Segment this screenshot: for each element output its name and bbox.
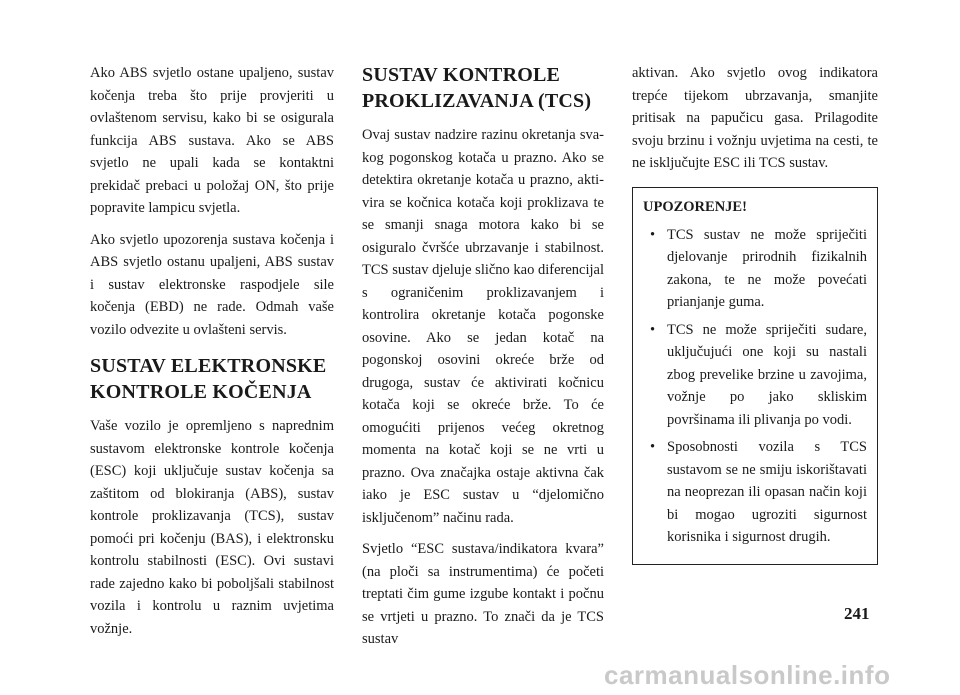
bullet-icon: •	[650, 226, 656, 243]
section-heading-tcs: SUSTAV KONTROLE PROKLIZAVANJA (TCS)	[362, 64, 592, 112]
bullet-icon: •	[650, 439, 656, 455]
tcs-description-paragraph: Ovaj sustav nadzire razinu okretanja svakog pogonskog kotača u prazno. Ako se detektira okretanje kotača u prazno, aktivira se kočnica kotača koji proklizava te se smanji snaga motora kako bi se osiguralo čvršće ubrzavanje i stabilnost. TCS sustav djeluje slično kao diferencijal s ograničenim proklizavanjem i kontrolira okretanje kotača pogonske osovine. Ako se jedan kotač na pogonskoj osovini okreće brže od drugoga, sustav će aktivirati kočnicu kotača koji se okreće brže. To će omogućiti prijenos većeg okretnog momenta na kotač koji se ne vrti u prazno. Ova značajka ostaje aktivna čak iako je ESC sustav u “djelomično isključenom” načinu rada.	[362, 127, 605, 526]
column-left	[90, 62, 334, 649]
warning-title: UPOZORENJE!	[643, 198, 747, 215]
column-right	[632, 62, 878, 565]
warning-item	[643, 319, 867, 432]
warning-item-text: Sposobnosti vozila s TCS sustavom se ne smiju iskorištavati na neoprezan ili opasan način koji bi mogao ugroziti sigurnost korisnika i sigurnost drugih.	[667, 439, 867, 545]
esc-description-paragraph: Vaše vozilo je opremljeno s naprednim sustavom elektronske kontrole kočenja (ESC) koji uključuje sustav kočenja sa zaštitom od blokiranja (ABS), sustav kontrole proklizavanja (TCS), sustav pomoći pri kočenju (BAS), i elektronsku kontrolu stabilnosti (ESC). Ovi sustavi rade zajedno kako bi poboljšali stabilnost vozila i kontrolu u raznim uvjetima vožnje.	[90, 418, 334, 637]
column-middle	[362, 62, 604, 660]
page-number: 241	[844, 604, 870, 623]
warning-item-text: TCS ne može spriječiti sudare, uključujući one koji su nastali zbog prevelike brzine u zavojima, vožnje po jako skliskim površinama ili plivanja po vodi.	[667, 321, 867, 428]
warning-box	[632, 187, 878, 565]
tcs-active-paragraph: aktivan. Ako svjetlo ovog indikatora trepće tijekom ubrzavanja, smanjite pritisak na papučicu gasa. Prilagodite svoju brzinu i vožnju uvjetima na cesti, te ne isključujte ESC ili TCS sustav.	[632, 65, 878, 171]
watermark: carmanualsonline.info	[604, 660, 891, 690]
warning-list	[643, 224, 867, 549]
ebd-warning-paragraph: Ako svjetlo upozorenja sustava kočenja i ABS svjetlo ostanu upaljeni, ABS sustav i sustav elektronske raspodjele sile kočenja (EBD) ne rade. Odmah vaše vozilo odvezite u ovlašteni servis.	[90, 231, 334, 338]
warning-item	[643, 224, 867, 314]
bullet-icon: •	[650, 321, 656, 338]
tcs-indicator-paragraph: Svjetlo “ESC sustava/indikatora kvara” (na ploči sa instrumentima) će početi treptati čim gume izgube kontakt i počnu se vrtjeti u prazno. To znači da je TCS sustav	[362, 541, 604, 647]
section-heading-esc: SUSTAV ELEKTRONSKE KONTROLE KOČENJA	[90, 355, 327, 403]
warning-item-text: TCS sustav ne može spriječiti djelovanje prirodnih fizikalnih zakona, te ne može povećati prianjanje guma.	[667, 226, 867, 310]
warning-item	[643, 436, 867, 549]
abs-light-paragraph: Ako ABS svjetlo ostane upaljeno, sustav kočenja treba što prije provjeriti u ovlaštenom servisu, kako bi se osigurala funkcija ABS sustava. Ako se ABS svjetlo ne upali kada se kontaktni prekidač prebaci u položaj ON, što prije popravite lampicu svjetla.	[90, 65, 334, 216]
